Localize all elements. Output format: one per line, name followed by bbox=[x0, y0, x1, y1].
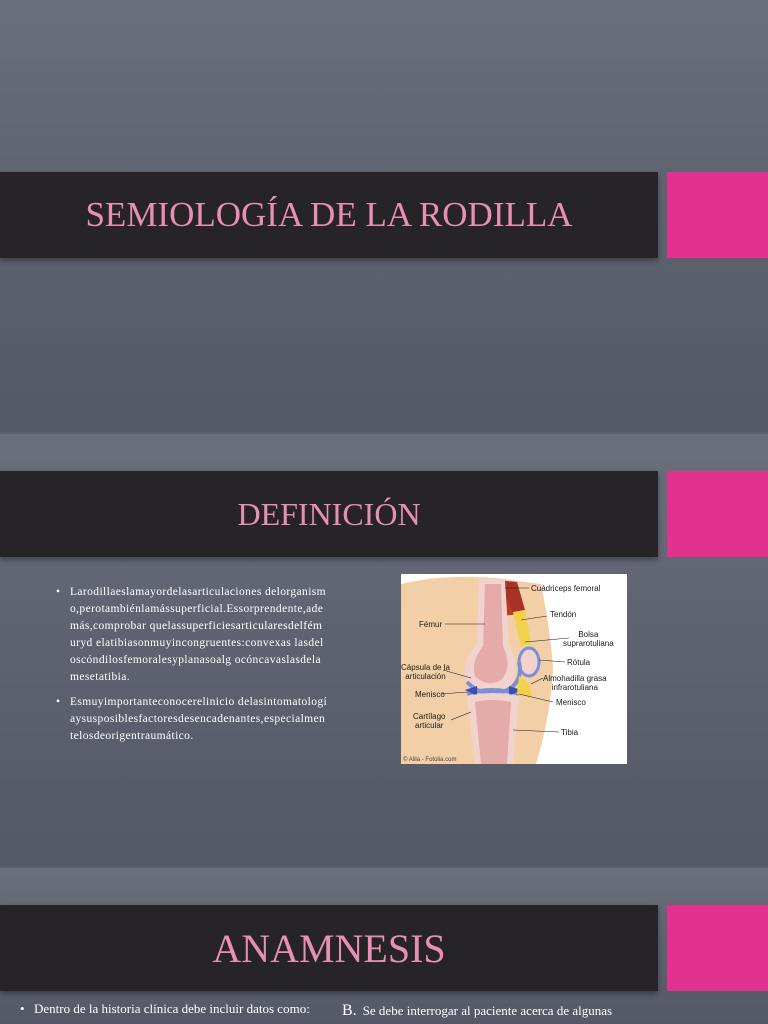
patella-bone bbox=[519, 648, 539, 676]
title-bar bbox=[0, 172, 658, 258]
bullet-item: • Esmuyimportanteconocerelinicio delasintomatologíaysusposiblesfactoresdesencadenantes,especialmentelosdeorigentraumático. bbox=[56, 694, 328, 745]
bullet-item: • Dentro de la historia clínica debe incluir datos como: bbox=[20, 1000, 320, 1018]
image-credit: © Alila - Fotolia.com bbox=[403, 757, 457, 763]
anamnesis-point-b bbox=[342, 1002, 742, 1020]
label-menisco-right: Menisco bbox=[556, 698, 586, 707]
definition-bullet-list bbox=[56, 584, 328, 753]
label-femur: Fémur bbox=[419, 620, 443, 629]
slide-title: SEMIOLOGÍA DE LA RODILLA bbox=[85, 195, 573, 234]
label-cartilago: Cartílago articular bbox=[413, 712, 446, 730]
label-almohadilla: Almohadilla grasa infrarotuliana bbox=[543, 674, 607, 692]
point-b-text: Se debe interrogar al paciente acerca de algunas bbox=[362, 1003, 613, 1018]
label-cuadriceps: Cuádriceps femoral bbox=[531, 584, 601, 593]
slide-title: DEFINICIÓN bbox=[237, 495, 421, 532]
slide-cover bbox=[0, 0, 768, 432]
label-bolsa: Bolsa suprarotuliana bbox=[563, 630, 614, 648]
slide-anamnesis bbox=[0, 868, 768, 1024]
label-capsula: Cápsula de la articulación bbox=[401, 663, 450, 681]
knee-anatomy-figure bbox=[401, 574, 627, 764]
label-tibia: Tibia bbox=[561, 728, 579, 737]
bullet-item: • Larodillaeslamayordelasarticulaciones delorganismo,perotambiénlamássuperficial.Essorprendente,además,comprobar quelassuperficiesarticularesdelfémuryd elatibiasonmuyincongruentes:convexas lasdeloscóndilosfemoralesyplanasoalg ocóncavaslasdelamesetatibia. bbox=[56, 584, 328, 686]
label-rotula: Rótula bbox=[567, 658, 591, 667]
list-marker: B. bbox=[342, 1002, 357, 1019]
accent-block bbox=[667, 905, 768, 991]
label-tendon: Tendón bbox=[550, 610, 577, 619]
accent-block bbox=[667, 172, 768, 258]
slide-definicion bbox=[0, 434, 768, 866]
slide-title: ANAMNESIS bbox=[212, 925, 446, 971]
anamnesis-bullet-list bbox=[20, 1000, 320, 1018]
title-bar bbox=[0, 471, 658, 557]
accent-block bbox=[667, 471, 768, 557]
title-bar bbox=[0, 905, 658, 991]
tibia-marrow bbox=[475, 700, 511, 764]
label-menisco-left: Menisco bbox=[415, 690, 445, 699]
